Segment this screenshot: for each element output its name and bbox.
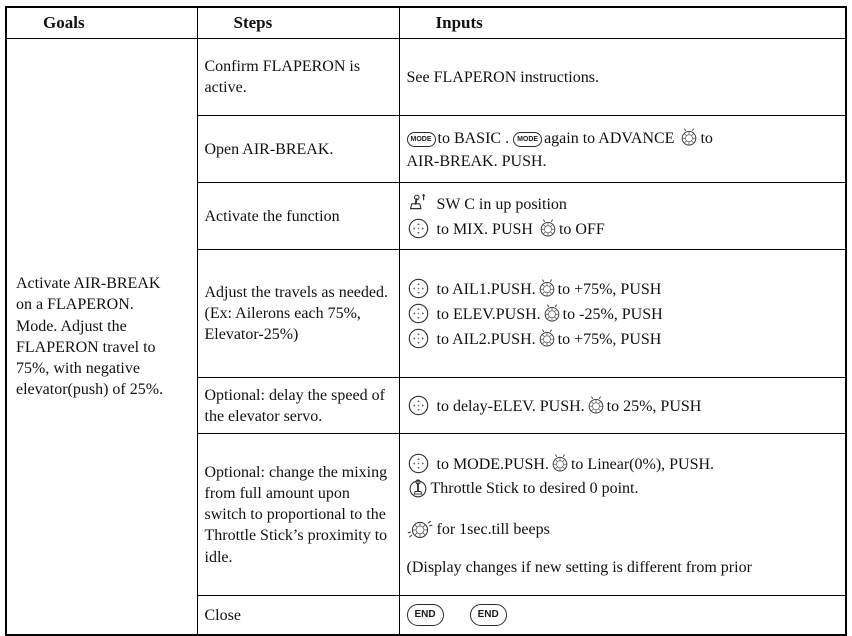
dial-icon [537, 328, 557, 348]
input-text: to +75%, PUSH [557, 331, 662, 349]
input-text: to BASIC . [437, 129, 510, 147]
goal-text-line: 75%, with negative [16, 359, 140, 377]
input-text: to AIL1.PUSH. [436, 281, 536, 299]
input-text: to +75%, PUSH [557, 281, 662, 299]
mode-button-icon: MODE [513, 132, 542, 147]
input-text: to 25%, PUSH [606, 398, 702, 416]
dial-icon [586, 395, 606, 415]
cursor-pad-icon [407, 394, 430, 417]
inputs-cell [399, 596, 846, 635]
mode-button-icon: MODE [407, 132, 436, 147]
input-text: to Linear(0%), PUSH. [570, 455, 715, 473]
input-text: to -25%, PUSH [562, 306, 663, 324]
input-text: AIR-BREAK. PUSH. [406, 152, 547, 170]
goal-text-line: elevator(push) of 25%. [16, 380, 164, 398]
cursor-pad-icon [407, 327, 430, 350]
cursor-pad-icon [407, 302, 430, 325]
dial-press-hold-icon [407, 517, 433, 541]
dial-icon [550, 453, 570, 473]
input-text: Throttle Stick to desired 0 point. [430, 479, 639, 497]
cursor-pad-icon [407, 217, 430, 240]
input-line [407, 217, 838, 240]
cursor-pad-icon [407, 452, 430, 475]
step-cell: Optional: delay the speed of the elevator servo. [197, 378, 399, 434]
col-header-goals: Goals [6, 7, 197, 39]
dial-icon [542, 303, 562, 323]
input-text: to MODE.PUSH. [436, 455, 549, 473]
inputs-cell: See FLAPERON instructions. [399, 39, 846, 116]
instruction-table [5, 6, 847, 636]
inputs-cell [399, 434, 846, 596]
goal-text-line: FLAPERON travel to [16, 338, 156, 356]
goal-text-line: Mode. Adjust the [16, 317, 127, 335]
input-line [407, 517, 838, 541]
input-text: to MIX. PUSH [436, 221, 533, 239]
throttle-stick-icon [407, 477, 429, 499]
end-button-icon: END [470, 604, 507, 626]
input-line [407, 127, 838, 149]
input-line [407, 452, 838, 475]
input-line [407, 557, 838, 578]
dial-icon [537, 278, 557, 298]
step-cell: Adjust the travels as needed. (Ex: Ailerons each 75%, Elevator-25%) [197, 250, 399, 378]
dial-icon [679, 127, 699, 147]
input-text: to delay-ELEV. PUSH. [436, 398, 585, 416]
cursor-pad-icon [407, 277, 430, 300]
input-text: to ELEV.PUSH. [436, 306, 541, 324]
input-text: to AIL2.PUSH. [436, 331, 536, 349]
input-line [407, 327, 838, 350]
inputs-cell [399, 250, 846, 378]
step-cell: Activate the function [197, 183, 399, 250]
input-line [407, 277, 838, 300]
col-header-steps: Steps [197, 7, 399, 39]
step-cell: Close [197, 596, 399, 635]
input-text: for 1sec.till beeps [436, 520, 550, 538]
input-text: to [700, 129, 713, 147]
input-line [407, 302, 838, 325]
input-line [407, 192, 838, 215]
inputs-cell [399, 378, 846, 434]
input-line [407, 477, 838, 499]
col-header-inputs: Inputs [399, 7, 846, 39]
goals-cell [6, 39, 197, 635]
header-row [6, 7, 846, 39]
input-text: SW C in up position [436, 196, 567, 214]
input-text: to OFF [558, 221, 605, 239]
dial-icon [538, 218, 558, 238]
switch-up-icon [407, 192, 428, 213]
goal-text-line: Activate AIR-BREAK [16, 275, 161, 293]
inputs-cell [399, 116, 846, 183]
input-line [407, 151, 838, 172]
inputs-cell [399, 183, 846, 250]
step-cell: Confirm FLAPERON is active. [197, 39, 399, 116]
step-cell: Open AIR-BREAK. [197, 116, 399, 183]
input-text: (Display changes if new setting is different from prior [406, 558, 752, 576]
input-line [407, 394, 838, 417]
row-confirm-flaperon [6, 39, 846, 116]
step-cell: Optional: change the mixing from full amount upon switch to proportional to the Throttle Stick’s proximity to idle. [197, 434, 399, 596]
goal-text-line: on a FLAPERON. [16, 296, 134, 314]
input-text: again to ADVANCE [544, 129, 675, 147]
end-button-icon: END [407, 604, 444, 626]
